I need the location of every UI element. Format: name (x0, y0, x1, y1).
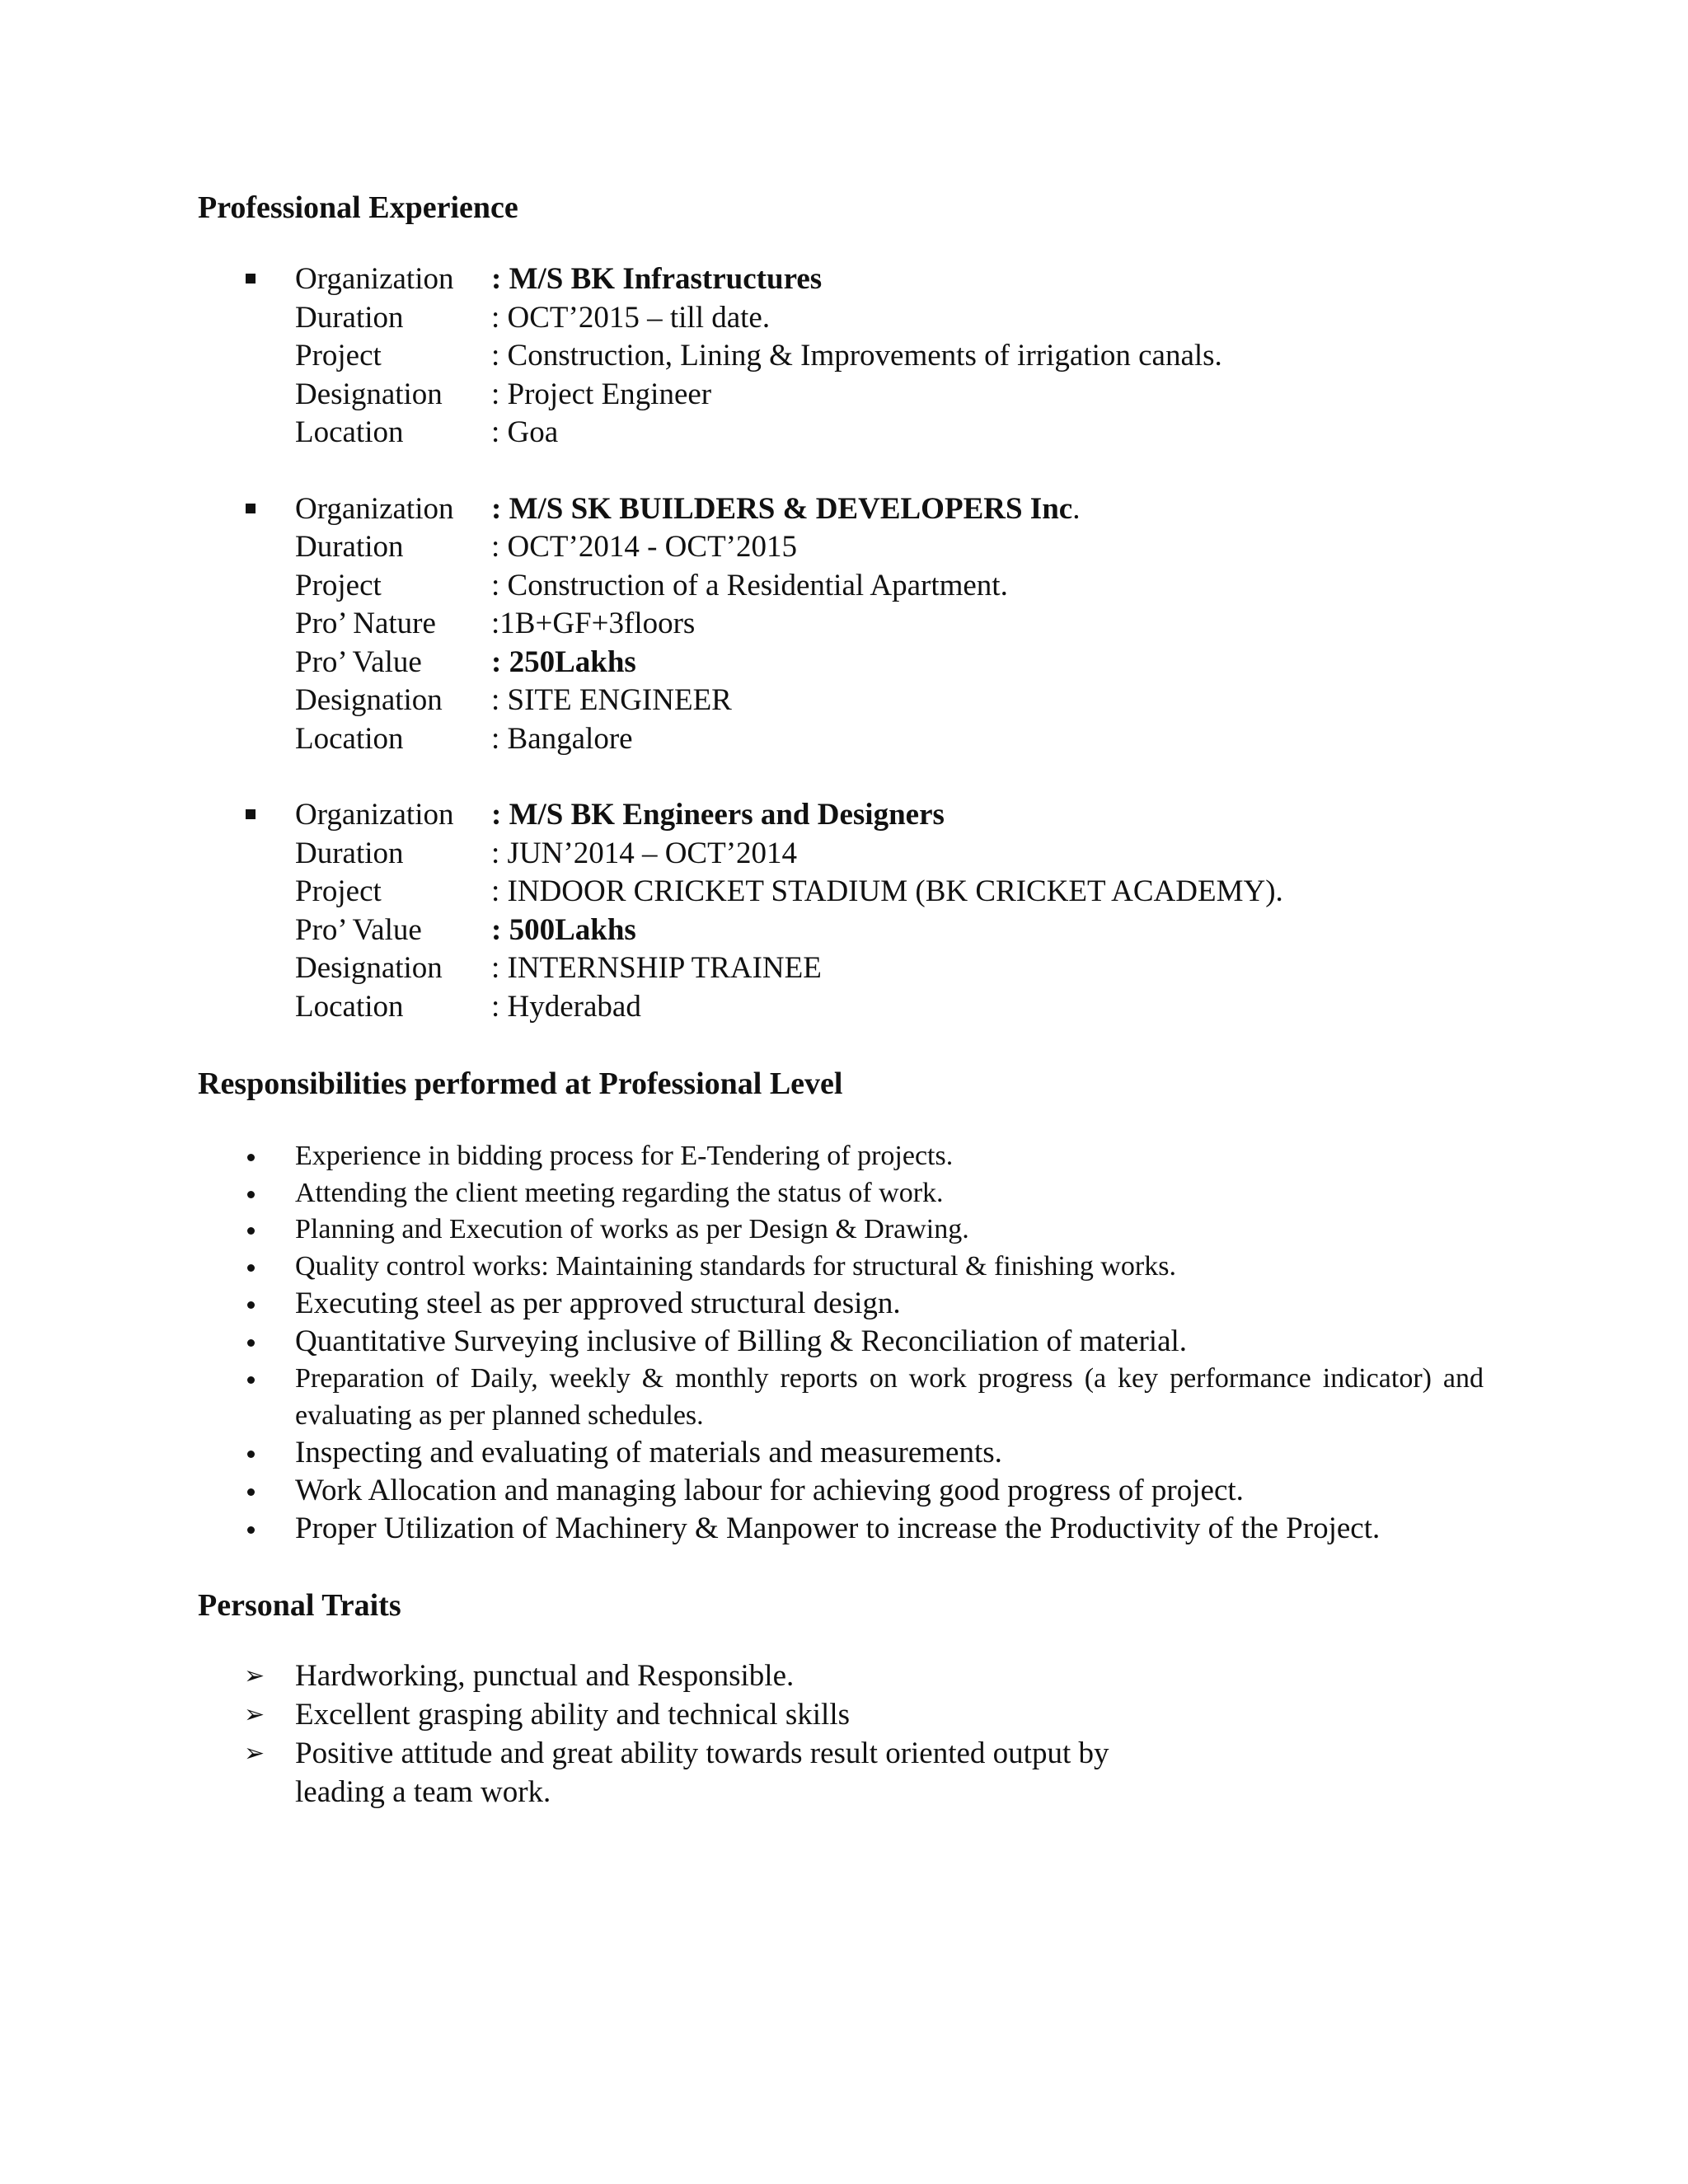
field-label: Project (295, 874, 382, 908)
responsibility-item (198, 1323, 1484, 1361)
responsibilities-list (198, 1138, 1484, 1548)
field-value: 250Lakhs (509, 644, 636, 679)
responsibility-text: Executing steel as per approved structural design. (295, 1286, 901, 1320)
arrow-bullet-icon: ➢ (244, 1739, 265, 1768)
experience-field-row (295, 605, 1484, 644)
personal-traits-list (198, 1657, 1484, 1811)
responsibility-item (198, 1175, 1484, 1212)
field-value-wrap (491, 299, 770, 338)
trait-item (198, 1734, 1484, 1811)
round-bullet-icon (247, 1488, 255, 1496)
experience-field-row (295, 796, 1484, 835)
field-label: Duration (295, 300, 404, 335)
field-label: Duration (295, 836, 404, 870)
responsibility-text: Preparation of Daily, weekly & monthly reports on work progress (a key performance indicator) and evaluating as per planned schedules. (295, 1363, 1484, 1431)
round-bullet-icon (247, 1526, 255, 1534)
field-value-wrap (491, 567, 1008, 606)
trait-item (198, 1695, 1484, 1734)
field-separator: : (491, 874, 508, 908)
field-value: JUN’2014 – OCT’2014 (507, 836, 798, 870)
field-label: Organization (295, 798, 454, 832)
professional-experience-heading: Professional Experience (198, 190, 518, 225)
field-suffix: . (1072, 491, 1081, 526)
personal-traits-heading: Personal Traits (198, 1588, 401, 1623)
field-label: Designation (295, 951, 443, 985)
field-value: M/S BK Infrastructures (509, 262, 823, 296)
field-value-wrap (491, 337, 1222, 376)
field-value: M/S SK BUILDERS & DEVELOPERS Inc (509, 491, 1073, 526)
responsibility-text: Work Allocation and managing labour for achieving good progress of project. (295, 1474, 1244, 1507)
experience-field-row (295, 835, 1484, 874)
field-value-wrap (491, 682, 732, 720)
field-separator: : (491, 262, 509, 296)
field-separator: : (491, 415, 508, 449)
resume-page (198, 188, 1484, 1811)
responsibility-text: Quantitative Surveying inclusive of Billing & Reconciliation of material. (295, 1324, 1188, 1358)
arrow-bullet-icon: ➢ (244, 1661, 265, 1690)
field-separator: : (491, 798, 509, 832)
round-bullet-icon (247, 1191, 255, 1198)
field-value: OCT’2015 – till date. (507, 300, 771, 335)
experience-field-row (295, 644, 1484, 682)
square-bullet-icon (246, 504, 256, 513)
field-value: Project Engineer (507, 377, 712, 411)
experience-field-row (295, 490, 1484, 529)
field-value: Construction, Lining & Improvements of irrigation canals. (507, 339, 1222, 373)
experience-field-row (295, 912, 1484, 950)
field-label: Organization (295, 262, 454, 296)
field-separator: : (491, 989, 508, 1024)
field-separator: : (491, 683, 508, 717)
responsibility-text: Proper Utilization of Machinery & Manpower to increase the Productivity of the Project. (295, 1511, 1381, 1545)
responsibility-item (198, 1249, 1484, 1286)
trait-item (198, 1657, 1484, 1695)
field-value: M/S BK Engineers and Designers (509, 798, 945, 832)
responsibilities-heading: Responsibilities performed at Professional Level (198, 1066, 843, 1101)
round-bullet-icon (247, 1339, 255, 1347)
responsibility-text: Experience in bidding process for E-Tendering of projects. (295, 1141, 954, 1171)
field-label: Pro’ Nature (295, 607, 436, 640)
field-value: Goa (507, 415, 559, 449)
field-separator: : (491, 530, 508, 564)
round-bullet-icon (247, 1301, 255, 1309)
responsibility-item (198, 1212, 1484, 1249)
field-value: 1B+GF+3floors (499, 607, 696, 640)
field-value: Hyderabad (507, 989, 641, 1024)
trait-text: Hardworking, punctual and Responsible. (295, 1659, 795, 1693)
trait-text: Positive attitude and great ability towards result oriented output by leading a team work. (295, 1736, 1109, 1809)
round-bullet-icon (247, 1154, 255, 1161)
experience-field-row (295, 949, 1484, 988)
field-separator: : (491, 339, 508, 373)
field-label: Pro’ Value (295, 912, 422, 947)
field-label: Pro’ Value (295, 644, 422, 679)
experience-field-row (295, 337, 1484, 376)
round-bullet-icon (247, 1227, 255, 1235)
responsibility-item (198, 1138, 1484, 1175)
responsibility-item (198, 1434, 1484, 1472)
experience-field-row (295, 873, 1484, 912)
responsibility-text: Attending the client meeting regarding the status of work. (295, 1177, 944, 1208)
field-value-wrap (491, 414, 558, 452)
field-label: Duration (295, 530, 404, 564)
experience-field-row (295, 682, 1484, 720)
experience-field-row (295, 260, 1484, 299)
field-separator: : (491, 377, 508, 411)
field-separator: : (491, 568, 508, 602)
field-value-wrap (491, 949, 822, 988)
field-value: OCT’2014 - OCT’2015 (507, 530, 797, 564)
field-value-wrap (491, 644, 636, 682)
experience-field-row (295, 988, 1484, 1027)
experience-field-row (295, 720, 1484, 759)
responsibility-text: Planning and Execution of works as per Design & Drawing. (295, 1214, 969, 1244)
field-separator: : (491, 951, 508, 985)
responsibility-item (198, 1361, 1484, 1434)
responsibility-item (198, 1285, 1484, 1323)
experience-field-row (295, 528, 1484, 567)
experience-list (198, 260, 1484, 1026)
field-value-wrap (491, 720, 633, 759)
experience-field-row (295, 414, 1484, 452)
responsibility-text: Quality control works: Maintaining standards for structural & finishing works. (295, 1250, 1176, 1282)
field-value: INDOOR CRICKET STADIUM (BK CRICKET ACADEMY). (507, 874, 1283, 908)
experience-field-row (295, 376, 1484, 415)
round-bullet-icon (247, 1451, 255, 1458)
trait-text: Excellent grasping ability and technical skills (295, 1698, 851, 1732)
field-separator: : (491, 721, 508, 756)
field-label: Location (295, 721, 404, 756)
field-value-wrap (491, 490, 1080, 529)
experience-entry (198, 260, 1484, 452)
field-value-wrap (491, 835, 797, 874)
field-value-wrap (491, 376, 711, 415)
square-bullet-icon (246, 274, 256, 284)
round-bullet-icon (247, 1264, 255, 1272)
field-label: Project (295, 568, 382, 602)
field-value: 500Lakhs (509, 912, 636, 947)
field-value-wrap (491, 873, 1283, 912)
field-separator: : (491, 836, 508, 870)
square-bullet-icon (246, 809, 256, 819)
experience-entry (198, 796, 1484, 1026)
field-separator: : (491, 912, 509, 947)
field-separator: : (491, 644, 509, 679)
field-label: Organization (295, 491, 454, 526)
round-bullet-icon (247, 1376, 255, 1384)
field-value-wrap (491, 988, 641, 1027)
field-label: Location (295, 415, 404, 449)
responsibility-item (198, 1472, 1484, 1510)
arrow-bullet-icon: ➢ (244, 1700, 265, 1729)
field-value-wrap (491, 912, 636, 950)
field-value-wrap (491, 796, 945, 835)
field-separator: : (491, 607, 500, 640)
field-value: Construction of a Residential Apartment. (507, 568, 1008, 602)
experience-field-row (295, 299, 1484, 338)
experience-entry (198, 490, 1484, 759)
responsibility-text: Inspecting and evaluating of materials and measurements. (295, 1436, 1002, 1469)
field-value-wrap (491, 260, 822, 299)
field-separator: : (491, 300, 508, 335)
field-value: SITE ENGINEER (507, 683, 732, 717)
field-label: Location (295, 989, 404, 1024)
field-value: INTERNSHIP TRAINEE (507, 951, 822, 985)
field-label: Project (295, 339, 382, 373)
experience-field-row (295, 567, 1484, 606)
field-value-wrap (491, 605, 695, 644)
field-separator: : (491, 491, 509, 526)
field-label: Designation (295, 377, 443, 411)
responsibility-item (198, 1510, 1484, 1548)
field-value: Bangalore (507, 721, 633, 756)
field-value-wrap (491, 528, 797, 567)
field-label: Designation (295, 683, 443, 717)
